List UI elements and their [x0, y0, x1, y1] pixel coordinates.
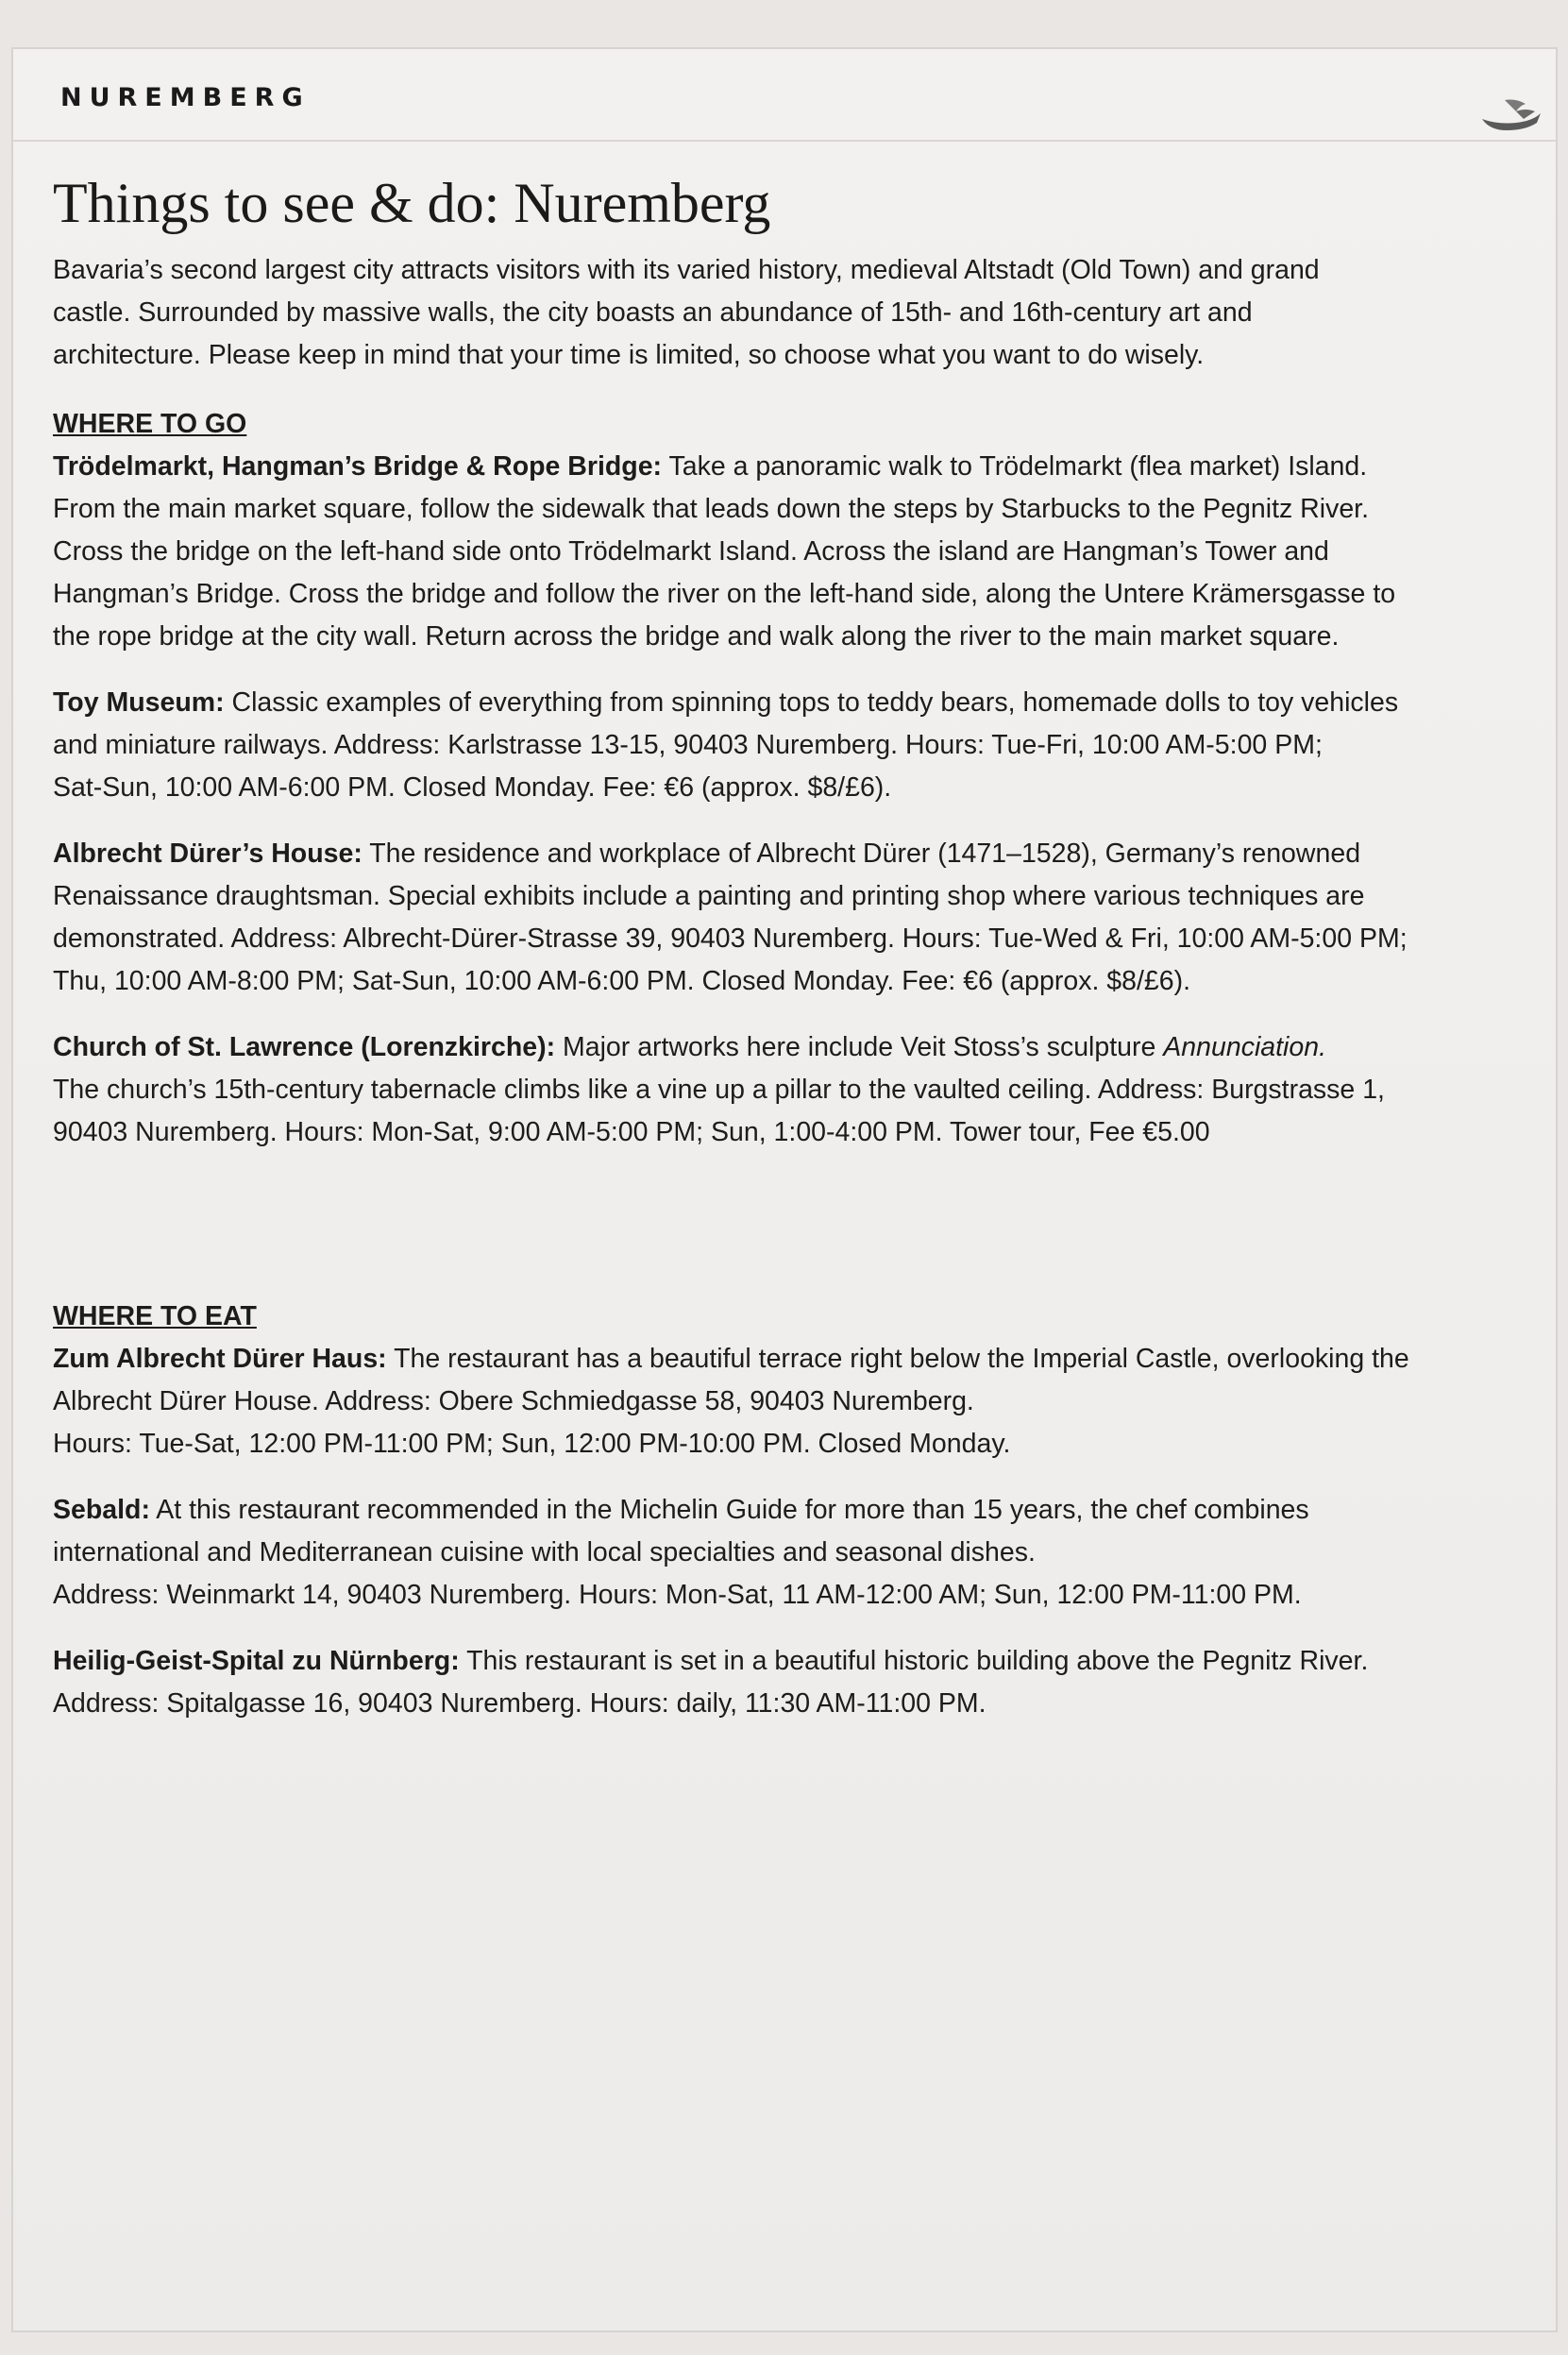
- entry-text: Take a panoramic walk to Trödelmarkt (flea market) Island.: [662, 451, 1368, 482]
- entry-name: Toy Museum:: [53, 687, 225, 718]
- entry-trodelmarkt: [53, 446, 1544, 658]
- entry-line: The church’s 15th-century tabernacle climbs like a vine up a pillar to the vaulted ceiling. Address: Burgstrasse 1,: [53, 1075, 1385, 1105]
- entry-first-line: [53, 682, 1544, 724]
- entry-line: From the main market square, follow the sidewalk that leads down the steps by Starbucks to the Pegnitz River.: [53, 494, 1370, 524]
- entry-name: Albrecht Dürer’s House:: [53, 839, 362, 869]
- page-title: Things to see & do: Nuremberg: [53, 172, 771, 234]
- content: [53, 172, 1544, 1749]
- entry-line: Address: Spitalgasse 16, 90403 Nuremberg. Hours: daily, 11:30 AM-11:00 PM.: [53, 1688, 986, 1719]
- entry-first-line: [53, 1489, 1544, 1532]
- entry-line: Renaissance draughtsman. Special exhibits include a painting and printing shop where various techniques are: [53, 881, 1365, 911]
- entry-zum-durer-haus: [53, 1338, 1544, 1466]
- entry-text: The restaurant has a beautiful terrace right below the Imperial Castle, overlooking the: [386, 1344, 1409, 1374]
- entry-name: Zum Albrecht Dürer Haus:: [53, 1344, 387, 1374]
- entry-line: and miniature railways. Address: Karlstrasse 13-15, 90403 Nuremberg. Hours: Tue-Fri, 10:00 AM-5:00 PM;: [53, 730, 1323, 760]
- entry-line: Albrecht Dürer House. Address: Obere Schmiedgasse 58, 90403 Nuremberg.: [53, 1386, 974, 1416]
- entry-first-line: [53, 1026, 1544, 1069]
- entry-sebald: [53, 1489, 1544, 1617]
- intro-paragraph: [53, 249, 1544, 377]
- intro-line: castle. Surrounded by massive walls, the city boasts an abundance of 15th- and 16th-century art and: [53, 297, 1253, 328]
- entry-first-line: [53, 1338, 1544, 1381]
- entry-toy-museum: [53, 682, 1544, 809]
- entry-text: This restaurant is set in a beautiful historic building above the Pegnitz River.: [459, 1646, 1369, 1676]
- entry-italic-title: Annunciation.: [1163, 1032, 1326, 1062]
- entry-text: The residence and workplace of Albrecht Dürer (1471–1528), Germany’s renowned: [362, 839, 1361, 869]
- entry-line: the rope bridge at the city wall. Return across the bridge and walk along the river to the main market square.: [53, 621, 1340, 652]
- entry-durer-house: [53, 833, 1544, 1003]
- header-bar: [13, 49, 1556, 142]
- entry-text: At this restaurant recommended in the Michelin Guide for more than 15 years, the chef combines: [149, 1495, 1309, 1525]
- where-to-eat-section: [53, 1296, 1544, 1725]
- entry-first-line: [53, 833, 1544, 875]
- where-to-eat-heading: WHERE TO EAT: [53, 1301, 257, 1331]
- where-to-go-heading: WHERE TO GO: [53, 409, 247, 439]
- entry-line: international and Mediterranean cuisine with local specialties and seasonal dishes.: [53, 1537, 1036, 1567]
- entry-line: Hangman’s Bridge. Cross the bridge and follow the river on the left-hand side, along the Untere Krämersgasse to: [53, 579, 1396, 609]
- entry-text: Classic examples of everything from spinning tops to teddy bears, homemade dolls to toy vehicles: [224, 687, 1399, 718]
- entry-name: Trödelmarkt, Hangman’s Bridge & Rope Bridge:: [53, 451, 663, 482]
- header-label: NUREMBERG: [60, 83, 311, 112]
- entry-name: Church of St. Lawrence (Lorenzkirche):: [53, 1032, 556, 1062]
- entry-line: Sat-Sun, 10:00 AM-6:00 PM. Closed Monday. Fee: €6 (approx. $8/£6).: [53, 772, 892, 803]
- entry-text: Major artworks here include Veit Stoss’s sculpture: [555, 1032, 1164, 1062]
- entry-line: 90403 Nuremberg. Hours: Mon-Sat, 9:00 AM-5:00 PM; Sun, 1:00-4:00 PM. Tower tour, Fee €5.00: [53, 1117, 1210, 1147]
- entry-name: Sebald:: [53, 1495, 150, 1525]
- intro-line: Bavaria’s second largest city attracts visitors with its varied history, medieval Altstadt (Old Town) and grand: [53, 255, 1320, 285]
- document-sheet: [11, 47, 1558, 2332]
- intro-line: architecture. Please keep in mind that your time is limited, so choose what you want to do wisely.: [53, 340, 1205, 370]
- entry-line: Hours: Tue-Sat, 12:00 PM-11:00 PM; Sun, 12:00 PM-10:00 PM. Closed Monday.: [53, 1429, 1011, 1459]
- entry-st-lawrence: [53, 1026, 1544, 1154]
- entry-line: Cross the bridge on the left-hand side onto Trödelmarkt Island. Across the island are Hangman’s Tower and: [53, 536, 1329, 567]
- entry-first-line: [53, 1640, 1544, 1683]
- ship-icon: [1478, 91, 1544, 132]
- entry-line: demonstrated. Address: Albrecht-Dürer-Strasse 39, 90403 Nuremberg. Hours: Tue-Wed & Fri, 10:00 AM-5:00 PM;: [53, 923, 1408, 954]
- where-to-go-section: [53, 403, 1544, 1154]
- entry-heilig-geist-spital: [53, 1640, 1544, 1725]
- entry-name: Heilig-Geist-Spital zu Nürnberg:: [53, 1646, 460, 1676]
- entry-line: Thu, 10:00 AM-8:00 PM; Sat-Sun, 10:00 AM-6:00 PM. Closed Monday. Fee: €6 (approx. $8/£6).: [53, 966, 1191, 996]
- entry-first-line: [53, 446, 1544, 488]
- entry-line: Address: Weinmarkt 14, 90403 Nuremberg. Hours: Mon-Sat, 11 AM-12:00 AM; Sun, 12:00 PM-11:00 PM.: [53, 1580, 1302, 1610]
